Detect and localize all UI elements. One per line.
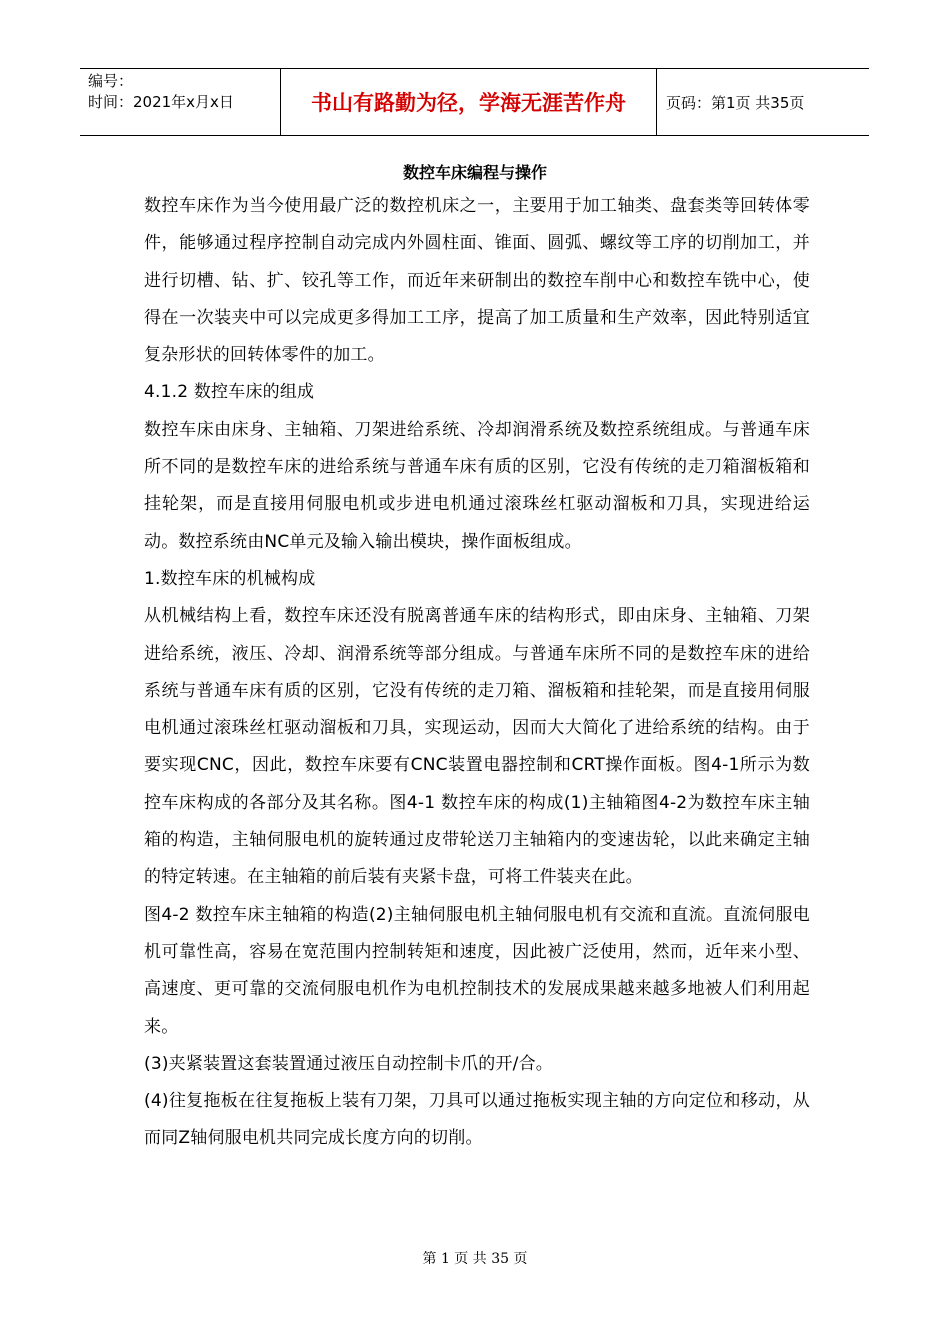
header-page-info: 页码：第1页 共35页 [666, 93, 805, 112]
paragraph-intro: 数控车床作为当今使用最广泛的数控机床之一，主要用于加工轴类、盘套类等回转体零件，能够通过程序控制自动完成内外圆柱面、锥面、圆弧、螺纹等工序的切削加工，并进行切槽、钻、扩、铰孔等工作，而近年来研制出的数控车削中心和数控车铣中心，使得在一次装夹中可以完成更多得加工工序，提高了加工质量和生产效率，因此特别适宜复杂形状的回转体零件的加工。 [144, 196, 810, 366]
paragraph-clamping: (3)夹紧装置这套装置通过液压自动控制卡爪的开/合。 [144, 1053, 554, 1074]
page-header [80, 68, 869, 136]
document-body [144, 188, 810, 1158]
page-footer: 第 1 页 共 35 页 [422, 1251, 528, 1267]
paragraph-spindle-motor: 图4-2 数控车床主轴箱的构造(2)主轴伺服电机主轴伺服电机有交流和直流。直流伺服电机可靠性高，容易在宽范围内控制转矩和速度，因此被广泛使用，然而，近年来小型、高速度、更可靠的交流伺服电机作为电机控制技术的发展成果越来越多地被人们利用起来。 [144, 904, 810, 1037]
document-number-label: 编号： [88, 72, 134, 90]
document-date-label: 时间：2021年x月x日 [88, 93, 234, 111]
paragraph-carriage: (4)往复拖板在往复拖板上装有刀架，刀具可以通过拖板实现主轴的方向定位和移动，从而同Z轴伺服电机共同完成长度方向的切削。 [144, 1091, 810, 1149]
section-heading-composition: 4.1.2 数控车床的组成 [144, 382, 315, 403]
paragraph-composition: 数控车床由床身、主轴箱、刀架进给系统、冷却润滑系统及数控系统组成。与普通车床所不同的是数控车床的进给系统与普通车床有质的区别，它没有传统的走刀箱溜板箱和挂轮架，而是直接用伺服电机或步进电机通过滚珠丝杠驱动溜板和刀具，实现进给运动。数控系统由NC单元及输入输出模块，操作面板组成。 [144, 419, 810, 552]
paragraph-mechanical: 从机械结构上看，数控车床还没有脱离普通车床的结构形式，即由床身、主轴箱、刀架进给系统，液压、冷却、润滑系统等部分组成。与普通车床所不同的是数控车床的进给系统与普通车床有质的区别，它没有传统的走刀箱、溜板箱和挂轮架，而是直接用伺服电机通过滚珠丝杠驱动溜板和刀具，实现运动，因而大大简化了进给系统的结构。由于要实现CNC，因此，数控车床要有CNC装置电器控制和CRT操作面板。图4-1所示为数控车床构成的各部分及其名称。图4-1 数控车床的构成(1)主轴箱图4-2为数控车床主轴箱的构造，主轴伺服电机的旋转通过皮带轮送刀主轴箱内的变速齿轮，以此来确定主轴的特定转速。在主轴箱的前后装有夹紧卡盘，可将工件装夹在此。 [144, 606, 810, 888]
subheading-mechanical: 1.数控车床的机械构成 [144, 568, 316, 589]
document-title: 数控车床编程与操作 [402, 163, 547, 182]
header-motto: 书山有路勤为径，学海无涯苦作舟 [281, 69, 657, 135]
header-meta [80, 69, 281, 135]
